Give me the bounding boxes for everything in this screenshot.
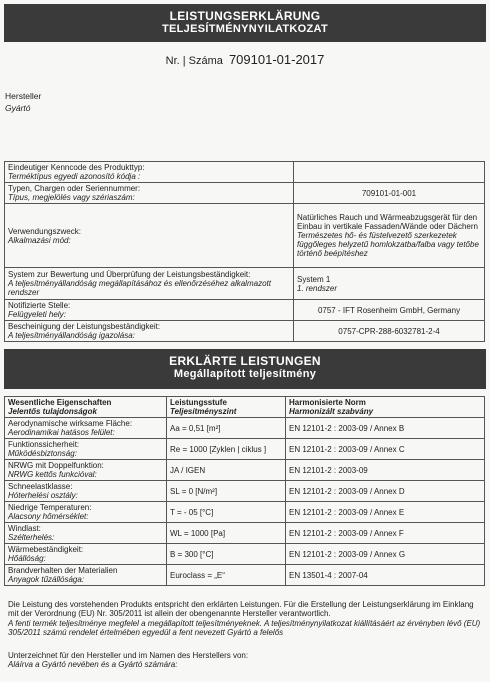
table-cell-value xyxy=(294,268,485,300)
table-cell xyxy=(5,321,294,342)
manufacturer-label-de: Hersteller xyxy=(5,91,42,101)
table-cell-value: 0757 - IFT Rosenheim GmbH, Germany xyxy=(294,300,485,321)
value-hu: 1. rendszer xyxy=(297,283,338,293)
header-de: Wesentliche Eigenschaften xyxy=(8,398,112,407)
table-cell xyxy=(5,481,167,502)
table-cell-value xyxy=(294,162,485,183)
statement-de: Die Leistung des vorstehenden Produkts entspricht den erklärten Leistungen. Für die Erstellung der Leistungserklärung im Einklang mit der Verordnung (EU) Nr. 305/2011 ist allein der obengenannte Hersteller verantwortlich. xyxy=(8,600,474,619)
norm-cell: EN 13501-4 : 2007-04 xyxy=(286,565,485,586)
document-number-label: Nr. | Száma xyxy=(165,55,223,67)
row-label-hu: Terméktípus egyedi azonosító kódja : xyxy=(8,172,141,181)
level-cell: T = - 05 [°C] xyxy=(167,502,286,523)
section-banner xyxy=(4,349,486,389)
property-de: Funktionssicherheit: xyxy=(8,440,80,449)
table-cell xyxy=(5,460,167,481)
table-cell xyxy=(5,204,294,268)
row-label-de: Eindeutiger Kenncode des Produkttyp: xyxy=(8,163,145,172)
title-banner xyxy=(4,4,486,42)
title-de: LEISTUNGSERKLÄRUNG xyxy=(169,9,321,23)
level-cell: Aa = 0,51 [m²] xyxy=(167,418,286,439)
norm-cell: EN 12101-2 : 2003-09 / Annex C xyxy=(286,439,485,460)
norm-cell: EN 12101-2 : 2003-09 / Annex E xyxy=(286,502,485,523)
property-hu: Aerodinamikai hatásos felület: xyxy=(8,428,115,437)
row-label-hu: A teljesítményállandóság igazolása: xyxy=(8,331,135,340)
table-row xyxy=(5,439,485,460)
row-label-de: Notifizierte Stelle: xyxy=(8,301,71,310)
manufacturer-block xyxy=(5,90,41,114)
property-hu: Szélterhelés: xyxy=(8,533,55,542)
signature-label-hu: Aláírva a Gyártó nevében és a Gyártó számára: xyxy=(8,660,178,670)
header-cell xyxy=(5,397,167,418)
table-row xyxy=(5,523,485,544)
table-row xyxy=(5,300,485,321)
property-de: Wärmebeständigkeit: xyxy=(8,545,84,554)
table-cell-value: 0757-CPR-288-6032781-2-4 xyxy=(294,321,485,342)
table-row xyxy=(5,565,485,586)
table-header-row xyxy=(5,397,485,418)
row-label-hu: Típus, megjelölés vagy szériaszám: xyxy=(8,193,135,202)
header-hu: Harmonizált szabvány xyxy=(289,407,374,416)
property-de: Brandverhalten der Materialien xyxy=(8,566,118,575)
norm-cell: EN 12101-2 : 2003-09 / Annex G xyxy=(286,544,485,565)
property-de: Aerodynamische wirksame Fläche: xyxy=(8,419,133,428)
level-cell: B = 300 [°C] xyxy=(167,544,286,565)
table-row xyxy=(5,268,485,300)
title-hu: TELJESÍTMÉNYNYILATKOZAT xyxy=(162,23,328,35)
row-label-hu: Felügyeleti hely: xyxy=(8,310,66,319)
property-hu: Anyagok tűzállósága: xyxy=(8,575,85,584)
header-hu: Teljesítményszint xyxy=(170,407,237,416)
norm-cell: EN 12101-2 : 2003-09 xyxy=(286,460,485,481)
signature-block xyxy=(8,651,484,670)
table-cell-value xyxy=(294,204,485,268)
row-label-hu: Alkalmazási mód: xyxy=(8,235,71,245)
level-cell: WL = 1000 [Pa] xyxy=(167,523,286,544)
row-label-hu: A teljesítményállandóság megállapításához és ellenőrzéséhez alkalmazott rendszer xyxy=(8,279,271,297)
section-title-hu: Megállapított teljesítmény xyxy=(173,368,317,380)
document-number: 709101-01-2017 xyxy=(228,52,325,67)
document-number-line xyxy=(0,52,490,67)
level-cell: Re = 1000 [Zyklen | ciklus ] xyxy=(167,439,286,460)
row-label-de: Typen, Chargen oder Seriennummer: xyxy=(8,184,141,193)
value-de: System 1 xyxy=(297,274,331,284)
table-cell xyxy=(5,268,294,300)
row-label-de: Verwendungszweck: xyxy=(8,226,81,236)
table-cell xyxy=(5,183,294,204)
norm-cell: EN 12101-2 : 2003-09 / Annex F xyxy=(286,523,485,544)
table-cell xyxy=(5,544,167,565)
section-title-de: ERKLÄRTE LEISTUNGEN xyxy=(169,354,321,368)
product-info-table xyxy=(4,161,485,342)
level-cell: JA / IGEN xyxy=(167,460,286,481)
table-cell xyxy=(5,439,167,460)
property-hu: Hőállóság: xyxy=(8,554,46,563)
header-hu: Jelentős tulajdonságok xyxy=(8,407,97,416)
header-de: Harmonisierte Norm xyxy=(289,398,366,407)
signature-label-de: Unterzeichnet für den Hersteller und im Namen des Herstellers von: xyxy=(8,651,249,660)
property-de: Niedrige Temperaturen: xyxy=(8,503,92,512)
statement-hu: A fenti termék teljesítménye megfelel a megállapított teljesítményeknek. A teljesítménynyilatkozat kiállításáért az érvényben lévő (EU) 305/2011 számú rendelet értelmében egyedül a fent nevezett Gyártó a felelős xyxy=(8,618,481,638)
level-cell: SL = 0 [N/m²] xyxy=(167,481,286,502)
property-hu: Alacsony hőmérséklet: xyxy=(8,512,89,521)
level-cell: Euroclass = „E“ xyxy=(167,565,286,586)
property-de: Windlast: xyxy=(8,524,41,533)
performance-table xyxy=(4,396,485,586)
header-de: Leistungsstufe xyxy=(170,398,227,407)
table-row xyxy=(5,162,485,183)
property-hu: Hóterhelési osztály: xyxy=(8,491,78,500)
table-row xyxy=(5,418,485,439)
norm-cell: EN 12101-2 : 2003-09 / Annex B xyxy=(286,418,485,439)
table-cell xyxy=(5,162,294,183)
manufacturer-label-hu: Gyártó xyxy=(5,103,31,113)
row-label-de: Bescheinigung der Leistungsbeständigkeit: xyxy=(8,322,161,331)
property-de: NRWG mit Doppelfunktion: xyxy=(8,461,104,470)
table-row xyxy=(5,460,485,481)
property-hu: NRWG kettős funkcióval: xyxy=(8,470,97,479)
table-row xyxy=(5,204,485,268)
property-de: Schneelastklasse: xyxy=(8,482,73,491)
table-cell xyxy=(5,300,294,321)
header-cell xyxy=(167,397,286,418)
table-row xyxy=(5,321,485,342)
table-cell-value: 709101-01-001 xyxy=(294,183,485,204)
table-row xyxy=(5,481,485,502)
table-cell xyxy=(5,418,167,439)
table-row xyxy=(5,502,485,523)
norm-cell: EN 12101-2 : 2003-09 / Annex D xyxy=(286,481,485,502)
table-row xyxy=(5,183,485,204)
table-row xyxy=(5,544,485,565)
declaration-statement xyxy=(8,600,484,638)
table-cell xyxy=(5,502,167,523)
header-cell xyxy=(286,397,485,418)
table-cell xyxy=(5,523,167,544)
row-label-de: System zur Bewertung und Überprüfung der Leistungsbeständigkeit: xyxy=(8,270,251,279)
property-hu: Működésbiztonság: xyxy=(8,449,77,458)
value-de: Natürliches Rauch und Wärmeabzugsgerät für den Einbau in vertikale Fassaden/Wände oder Dächern xyxy=(297,213,478,231)
table-cell xyxy=(5,565,167,586)
value-hu: Természetes hő- és füstelvezető szerkezetek függőleges helyzetű homlokzatba/falba vagy tetőbe történő beépítéshez xyxy=(297,231,479,258)
